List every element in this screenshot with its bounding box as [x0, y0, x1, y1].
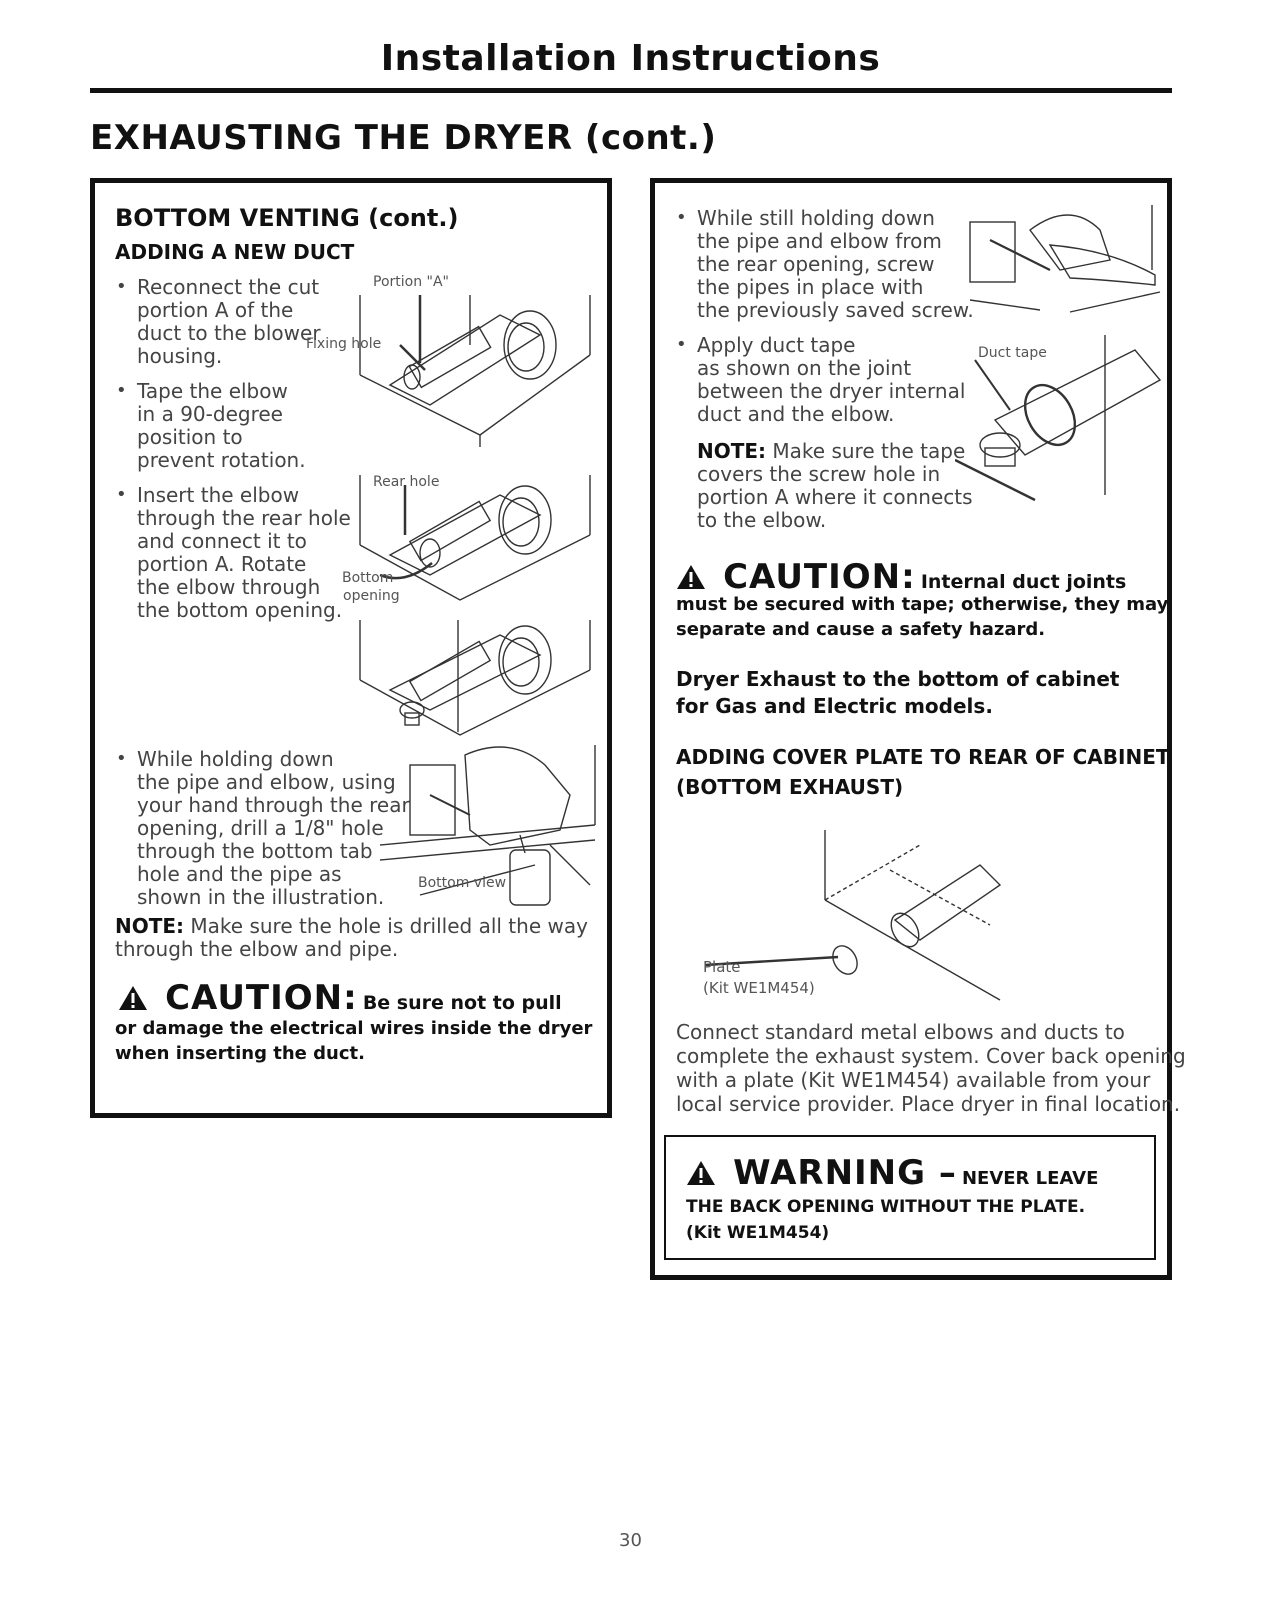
warning-lead: NEVER LEAVE [961, 1168, 1099, 1189]
warning-line: (Kit WE1M454) [686, 1223, 830, 1243]
duct-tape-label: Duct tape [978, 345, 1047, 361]
note-line-1 [697, 440, 973, 463]
caution-title: CAUTION: [165, 978, 358, 1018]
bottom-view-label: Bottom view [418, 875, 507, 891]
text-line: through the rear hole [137, 506, 351, 530]
heading-line: for Gas and Electric models. [676, 694, 993, 718]
note-label: NOTE: [697, 439, 767, 463]
rear-hole-label: Rear hole [373, 474, 440, 490]
page-number: 30 [619, 1530, 642, 1551]
text-line: the bottom opening. [137, 598, 343, 622]
bullet-dot: • [116, 748, 127, 769]
heading-line: ADDING COVER PLATE TO REAR OF CABINET [676, 745, 1170, 769]
text-line: the pipe and elbow from [697, 229, 942, 253]
note-text: Make sure the hole is drilled all the way [190, 914, 588, 938]
bullet-dot: • [116, 484, 127, 505]
heading-line: (BOTTOM EXHAUST) [676, 775, 904, 799]
warning-triangle-icon [686, 1160, 716, 1188]
cover-plate-heading [676, 742, 1170, 802]
left-caution-body [115, 1016, 592, 1066]
text-line: Connect standard metal elbows and ducts to [676, 1020, 1125, 1044]
cover-plate-illustration [690, 825, 1010, 1005]
warning-triangle-icon [118, 985, 148, 1013]
text-line: opening, drill a 1/8" hole [137, 816, 384, 840]
heading-line: Dryer Exhaust to the bottom of cabinet [676, 667, 1120, 691]
page-header: Installation Instructions [380, 38, 881, 79]
note-line-1 [115, 915, 588, 938]
note-text: through the elbow and pipe. [115, 937, 399, 961]
left-heading: BOTTOM VENTING (cont.) [115, 204, 459, 232]
text-line: While still holding down [697, 206, 935, 230]
text-line: duct to the blower [137, 321, 321, 345]
bullet-dot: • [116, 276, 127, 297]
cover-plate-paragraph [676, 1020, 1186, 1116]
section-title: EXHAUSTING THE DRYER (cont.) [90, 118, 717, 158]
text-line: your hand through the rear [137, 793, 410, 817]
opening-label: opening [343, 588, 400, 604]
warning-line: THE BACK OPENING WITHOUT THE PLATE. [686, 1197, 1086, 1217]
left-bullet-2 [137, 380, 306, 472]
text-line: the pipes in place with [697, 275, 924, 299]
text-line: the pipe and elbow, using [137, 770, 396, 794]
right-caution [676, 557, 1126, 597]
left-bullet-3 [137, 484, 351, 622]
text-line: between the dryer internal [697, 379, 966, 403]
text-line: as shown on the joint [697, 356, 912, 380]
text-line: local service provider. Place dryer in final location. [676, 1092, 1181, 1116]
bottom-label: Bottom [342, 570, 394, 586]
note-text: portion A where it connects [697, 485, 973, 509]
text-line: Tape the elbow [137, 379, 288, 403]
left-subheading: ADDING A NEW DUCT [115, 240, 355, 264]
text-line: portion A. Rotate [137, 552, 307, 576]
caution-line: separate and cause a safety hazard. [676, 619, 1046, 640]
warning-title-row [686, 1153, 1098, 1193]
right-bullet-1 [697, 207, 974, 322]
left-note [115, 915, 588, 961]
bullet-dot: • [676, 207, 687, 228]
text-line: the previously saved screw. [697, 298, 974, 322]
header-rule [90, 88, 1172, 93]
bullet-dot: • [116, 380, 127, 401]
text-line: shown in the illustration. [137, 885, 385, 909]
right-bullet-2 [697, 334, 965, 426]
left-bullet-1 [137, 276, 321, 368]
note-label: NOTE: [115, 914, 185, 938]
text-line: in a 90-degree [137, 402, 283, 426]
warning-triangle-icon [676, 564, 706, 592]
screwdriver-illustration [960, 200, 1165, 320]
text-line: position to [137, 425, 243, 449]
text-line: Insert the elbow [137, 483, 300, 507]
caution-line: when inserting the duct. [115, 1043, 365, 1064]
fixing-hole-label: Fixing hole [306, 336, 382, 352]
note-text: covers the screw hole in [697, 462, 941, 486]
right-note [697, 440, 973, 532]
text-line: Apply duct tape [697, 333, 856, 357]
bullet-dot: • [676, 334, 687, 355]
text-line: housing. [137, 344, 223, 368]
text-line: the rear opening, screw [697, 252, 935, 276]
text-line: the elbow through [137, 575, 321, 599]
left-caution [118, 978, 562, 1018]
warning-title: WARNING – [733, 1153, 957, 1193]
plate-label: Plate [703, 958, 741, 976]
caution-title: CAUTION: [723, 557, 916, 597]
text-line: with a plate (Kit WE1M454) available from your [676, 1068, 1151, 1092]
elbow-rotated-illustration [350, 620, 600, 740]
text-line: hole and the pipe as [137, 862, 342, 886]
right-caution-body [676, 592, 1168, 642]
drill-illustration [370, 735, 605, 925]
note-text: Make sure the tape [772, 439, 966, 463]
portion-a-label: Portion "A" [373, 274, 449, 290]
note-text: to the elbow. [697, 508, 827, 532]
exhaust-heading [676, 666, 1119, 720]
text-line: through the bottom tab [137, 839, 373, 863]
duct-reconnect-illustration [350, 275, 600, 450]
left-bullet-4 [137, 748, 410, 909]
caution-line: must be secured with tape; otherwise, they may [676, 594, 1169, 615]
text-line: duct and the elbow. [697, 402, 895, 426]
caution-lead: Internal duct joints [920, 571, 1127, 593]
caution-lead: Be sure not to pull [362, 992, 562, 1014]
warning-body [686, 1194, 1085, 1246]
text-line: portion A of the [137, 298, 294, 322]
text-line: Reconnect the cut [137, 275, 320, 299]
text-line: While holding down [137, 747, 334, 771]
caution-line: or damage the electrical wires inside the dryer [115, 1018, 593, 1039]
text-line: complete the exhaust system. Cover back opening [676, 1044, 1186, 1068]
text-line: prevent rotation. [137, 448, 306, 472]
plate-kit-label: (Kit WE1M454) [703, 979, 815, 997]
text-line: and connect it to [137, 529, 307, 553]
